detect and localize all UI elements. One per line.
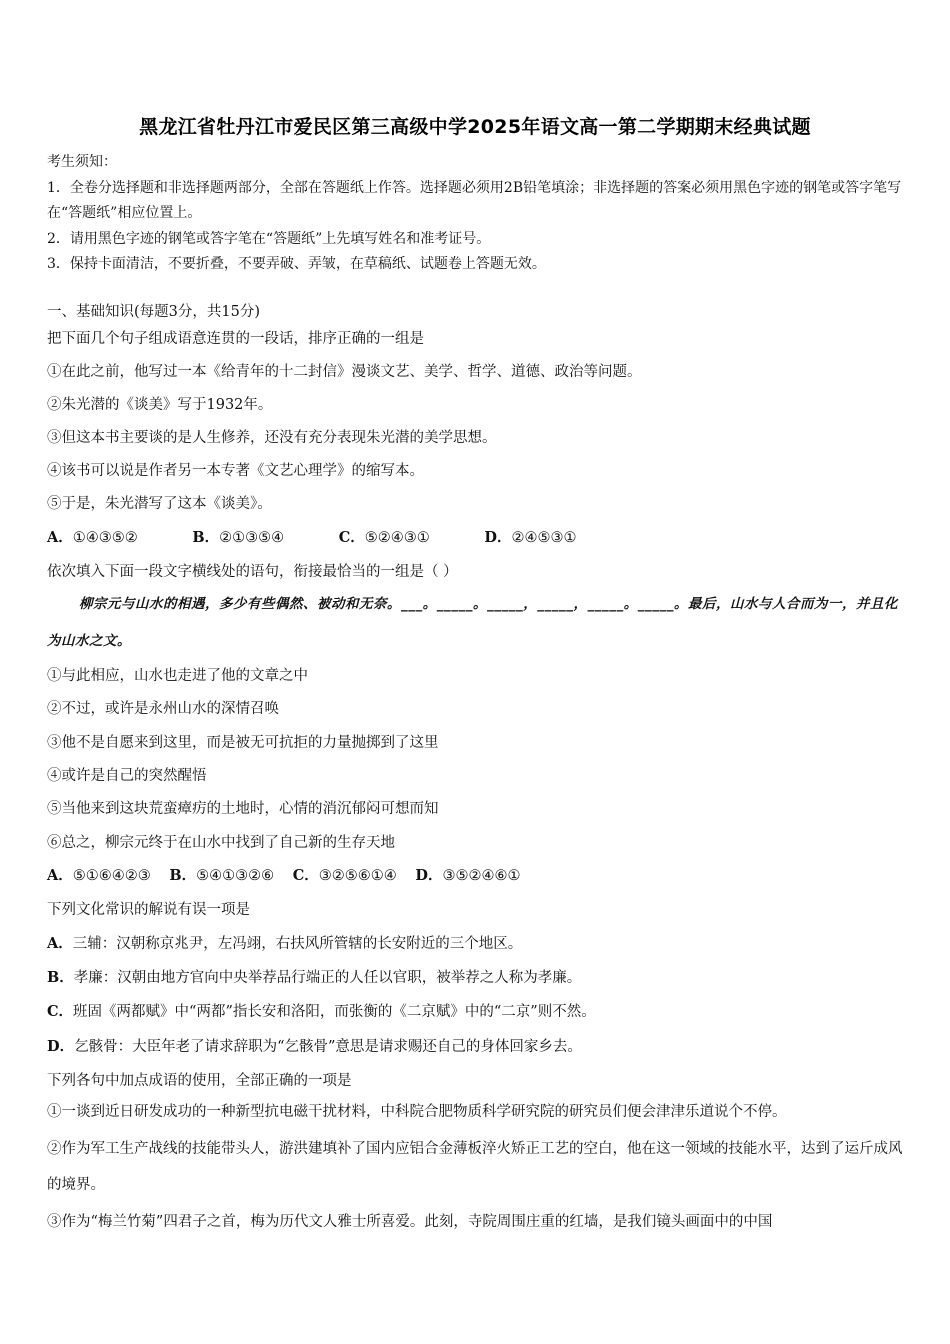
page-title: 黑龙江省牡丹江市爱民区第三高级中学2025年语文高一第二学期期末经典试题 xyxy=(139,116,811,138)
q2-sentence: ⑥总之，柳宗元终于在山水中找到了自己新的生存天地 xyxy=(47,835,395,851)
option-letter: B． xyxy=(192,529,220,546)
q1-sentence: ①在此之前，他写过一本《给青年的十二封信》漫谈文艺、美学、哲学、道德、政治等问题。 xyxy=(47,364,642,380)
option-letter: D． xyxy=(415,867,443,884)
q4-sentence: ②作为军工生产战线的技能带头人，游洪建填补了国内应铝合金薄板淬火矫正工艺的空白，他在这一领域的技能水平，达到了运斤成风的境界。 xyxy=(47,1141,903,1193)
q1-sentence: ②朱光潜的《谈美》写于1932年。 xyxy=(47,397,273,413)
question-2-stem: 依次填入下面一段文字横线处的语句，衔接最恰当的一组是（ ） xyxy=(47,564,458,580)
option-value: ①④③⑤② xyxy=(72,530,138,546)
q3-option xyxy=(47,1035,582,1056)
q2-passage: 柳宗元与山水的相遇，多少有些偶然、被动和无奈。___。_____。_____，_____，_____。_____。最后，山水与人合而为一，并且化为山水之文。 xyxy=(47,596,898,649)
option-value: ⑤②④③① xyxy=(364,530,430,546)
q4-sentence: ③作为“梅兰竹菊”四君子之首，梅为历代文人雅士所喜爱。此刻，寺院周围庄重的红墙，是我们镜头画面中的中国 xyxy=(47,1214,773,1230)
q3-option xyxy=(47,932,522,953)
notice-item: 3．保持卡面清洁，不要折叠，不要弄破、弄皱，在草稿纸、试题卷上答题无效。 xyxy=(47,256,546,272)
option-letter: C． xyxy=(292,867,319,884)
option-letter: D． xyxy=(484,529,512,546)
q2-sentence: ①与此相应，山水也走进了他的文章之中 xyxy=(47,668,308,684)
q2-sentence: ⑤当他来到这块荒蛮瘴疠的土地时，心情的消沉郁闷可想而知 xyxy=(47,801,439,817)
q1-sentence: ③但这本书主要谈的是人生修养，还没有充分表现朱光潜的美学思想。 xyxy=(47,430,497,446)
q1-sentence: ④该书可以说是作者另一本专著《文艺心理学》的缩写本。 xyxy=(47,463,424,479)
option-letter: B． xyxy=(47,969,74,986)
q3-option xyxy=(47,1000,596,1021)
notice-item: 2．请用黑色字迹的钢笔或答字笔在“答题纸”上先填写姓名和准考证号。 xyxy=(47,230,491,247)
option-letter: A． xyxy=(47,529,73,546)
q1-sentence: ⑤于是，朱光潜写了这本《谈美》。 xyxy=(47,496,272,512)
question-1-stem: 把下面几个句子组成语意连贯的一段话，排序正确的一组是 xyxy=(47,331,424,347)
option-letter: C． xyxy=(47,1003,74,1020)
q2-sentence: ④或许是自己的突然醒悟 xyxy=(47,768,207,784)
option-value: 孝廉：汉朝由地方官向中央举荐品行端正的人任以官职，被举荐之人称为孝廉。 xyxy=(73,970,582,986)
question-4-stem: 下列各句中加点成语的使用，全部正确的一项是 xyxy=(47,1073,352,1089)
notice-block xyxy=(47,150,907,278)
option-value: ③⑤②④⑥① xyxy=(442,868,521,884)
option-value: ②④⑤③① xyxy=(511,530,577,546)
q3-option xyxy=(47,966,581,987)
option-value: 班固《两都赋》中“两都”指长安和洛阳，而张衡的《二京赋》中的“二京”则不然。 xyxy=(73,1004,596,1020)
option-letter: C． xyxy=(338,529,365,546)
option-value: ⑤①⑥④②③ xyxy=(72,868,151,884)
q2-sentence: ③他不是自愿来到这里，而是被无可抗拒的力量抛掷到了这里 xyxy=(47,735,439,751)
q1-options xyxy=(47,526,610,547)
option-value: 三辅：汉朝称京兆尹，左冯翊，右扶风所管辖的长安附近的三个地区。 xyxy=(72,936,523,952)
option-letter: A． xyxy=(47,867,73,884)
question-3-stem: 下列文化常识的解说有误一项是 xyxy=(47,902,250,918)
option-value: ③②⑤⑥①④ xyxy=(318,868,397,884)
notice-item: 1．全卷分选择题和非选择题两部分，全部在答题纸上作答。选择题必须用2B铅笔填涂；非选择题的答案必须用黑色字迹的钢笔或答字笔写在“答题纸”相应位置上。 xyxy=(47,179,902,221)
option-letter: B． xyxy=(169,867,197,884)
option-letter: D． xyxy=(47,1038,75,1055)
q4-sentence: ①一谈到近日研发成功的一种新型抗电磁干扰材料，中科院合肥物质科学研究院的研究员们便会津津乐道说个不停。 xyxy=(47,1104,787,1120)
option-letter: A． xyxy=(47,935,73,952)
notice-heading: 考生须知： xyxy=(47,154,117,170)
q2-sentence: ②不过，或许是永州山水的深情召唤 xyxy=(47,701,279,717)
q2-options xyxy=(47,864,554,885)
option-value: ②①③⑤④ xyxy=(219,530,285,546)
option-value: 乞骸骨：大臣年老了请求辞职为“乞骸骨”意思是请求赐还自己的身体回家乡去。 xyxy=(74,1039,582,1055)
option-value: ⑤④①③②⑥ xyxy=(196,868,275,884)
section-heading: 一、基础知识(每题3分，共15分) xyxy=(47,304,260,320)
